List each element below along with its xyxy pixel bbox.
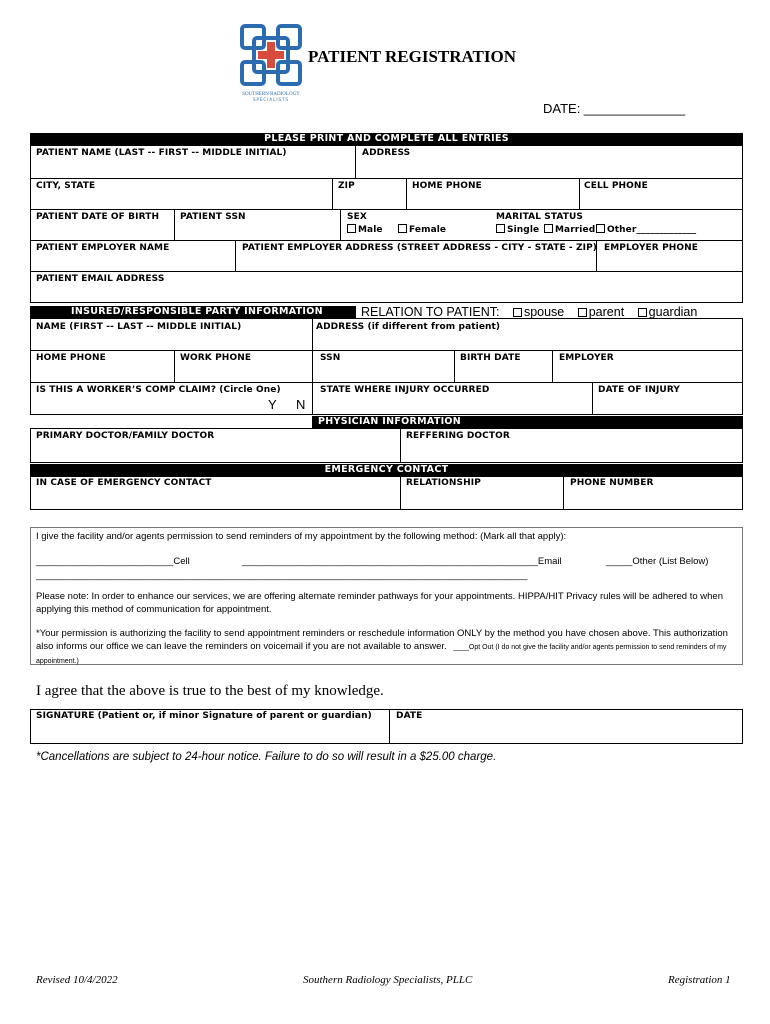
relation-parent-option[interactable]: parent	[578, 305, 624, 319]
insured-work-phone-label: WORK PHONE	[180, 353, 252, 363]
sex-label: SEX	[347, 212, 367, 222]
reminder-note: Please note: In order to enhance our services, we are offering alternate reminder pathways for your appointments. HIPPA/HIT Privacy rules will be adhered to when applying this method of communication for appointment.	[36, 591, 723, 615]
sex-male-option[interactable]: Male	[347, 224, 383, 235]
page-title: PATIENT REGISTRATION	[308, 47, 516, 66]
workers-comp-yes[interactable]: Y	[268, 397, 277, 412]
employer-address-label: PATIENT EMPLOYER ADDRESS (STREET ADDRESS - CITY - STATE - ZIP)	[242, 243, 597, 253]
date-injury-label: DATE OF INJURY	[598, 385, 680, 395]
signature-label: SIGNATURE (Patient or, if minor Signature of parent or guardian)	[36, 711, 372, 721]
checkbox-icon	[596, 224, 605, 233]
marital-other-option[interactable]: Other_____________	[596, 224, 696, 235]
sex-female-option[interactable]: Female	[398, 224, 446, 235]
checkbox-icon	[496, 224, 505, 233]
logo-mark-icon	[238, 22, 304, 88]
patient-email-label: PATIENT EMAIL ADDRESS	[36, 274, 165, 284]
footer-revised: Revised 10/4/2022	[36, 974, 118, 986]
patient-address-label: ADDRESS	[362, 148, 411, 158]
cancellation-note: *Cancellations are subject to 24-hour notice. Failure to do so will result in a $25.00 charge.	[36, 751, 497, 763]
workers-comp-no[interactable]: N	[296, 397, 306, 412]
insured-employer-label: EMPLOYER	[559, 353, 614, 363]
footer-page: Registration 1	[668, 974, 731, 986]
checkbox-icon	[398, 224, 407, 233]
employer-phone-label: EMPLOYER PHONE	[604, 243, 699, 253]
checkbox-icon	[544, 224, 553, 233]
signature-date-label: DATE	[396, 711, 423, 721]
cell-phone-label: CELL PHONE	[584, 181, 648, 191]
opt-out-option[interactable]: ____Opt Out (I do not give the facility and/or agents permission to send reminders of my appointment.)	[36, 644, 727, 665]
patient-ssn-label: PATIENT SSN	[180, 212, 246, 222]
reminder-permission: *Your permission is authorizing the facility to send appointment reminders or reschedule information ONLY by the method you have chosen above. This authorization also informs our office we can leave the reminders on voicemail if you are not available to answer. ____Opt Out (I do not give the facility and/or agents permission to send reminders of my appointment.)	[36, 628, 728, 665]
insured-address-label: ADDRESS (if different from patient)	[316, 322, 501, 332]
section-bar-insured: INSURED/RESPONSIBLE PARTY INFORMATION	[30, 306, 356, 318]
logo-subtext: SPECIALISTS	[252, 97, 290, 102]
relation-row	[361, 305, 697, 319]
checkbox-icon	[638, 308, 647, 317]
city-state-label: CITY, STATE	[36, 181, 96, 191]
insured-ssn-label: SSN	[320, 353, 341, 363]
date-field[interactable]: DATE: ______________	[543, 101, 686, 116]
insured-home-phone-label: HOME PHONE	[36, 353, 106, 363]
relation-label: RELATION TO PATIENT:	[361, 305, 500, 319]
marital-single-option[interactable]: Single	[496, 224, 539, 235]
checkbox-icon	[513, 308, 522, 317]
relation-spouse-option[interactable]: spouse	[513, 305, 564, 319]
checkbox-icon	[578, 308, 587, 317]
referring-doctor-label: REFFERING DOCTOR	[406, 431, 510, 441]
marital-married-option[interactable]: Married	[544, 224, 595, 235]
footer-company: Southern Radiology Specialists, PLLC	[303, 974, 473, 986]
home-phone-label: HOME PHONE	[412, 181, 482, 191]
relation-guardian-option[interactable]: guardian	[638, 305, 698, 319]
section-bar-emergency: EMERGENCY CONTACT	[30, 464, 743, 476]
section-bar-patient: PLEASE PRINT AND COMPLETE ALL ENTRIES	[30, 133, 743, 145]
reminder-other-line[interactable]: _____________________________________________________________________________________________	[36, 570, 528, 581]
insured-name-label: NAME (FIRST -- LAST -- MIDDLE INITIAL)	[36, 322, 242, 332]
zip-label: ZIP	[338, 181, 355, 191]
patient-name-label: PATIENT NAME (LAST -- FIRST -- MIDDLE INITIAL)	[36, 148, 287, 158]
phone-number-label: PHONE NUMBER	[570, 478, 654, 488]
reminder-intro: I give the facility and/or agents permission to send reminders of my appointment by the following method: (Mark all that apply):	[36, 531, 567, 542]
agreement-text: I agree that the above is true to the best of my knowledge.	[36, 683, 384, 699]
marital-status-label: MARITAL STATUS	[496, 212, 583, 222]
insured-birth-date-label: BIRTH DATE	[460, 353, 521, 363]
state-injury-label: STATE WHERE INJURY OCCURRED	[320, 385, 490, 395]
employer-name-label: PATIENT EMPLOYER NAME	[36, 243, 170, 253]
logo	[238, 22, 304, 100]
reminder-other-option[interactable]: _____Other (List Below)	[606, 556, 709, 567]
dob-label: PATIENT DATE OF BIRTH	[36, 212, 160, 222]
section-bar-physician: PHYSICIAN INFORMATION	[312, 416, 743, 428]
primary-doctor-label: PRIMARY DOCTOR/FAMILY DOCTOR	[36, 431, 215, 441]
relationship-label: RELATIONSHIP	[406, 478, 481, 488]
logo-text: SOUTHERN RADIOLOGY	[242, 92, 300, 97]
checkbox-icon	[347, 224, 356, 233]
workers-comp-label: IS THIS A WORKER’S COMP CLAIM? (Circle One)	[36, 385, 281, 395]
emergency-contact-label: IN CASE OF EMERGENCY CONTACT	[36, 478, 212, 488]
reminder-email-option[interactable]: ________________________________________________________Email	[242, 556, 562, 567]
reminder-cell-option[interactable]: __________________________Cell	[36, 556, 190, 567]
insured-section-box	[30, 318, 743, 415]
